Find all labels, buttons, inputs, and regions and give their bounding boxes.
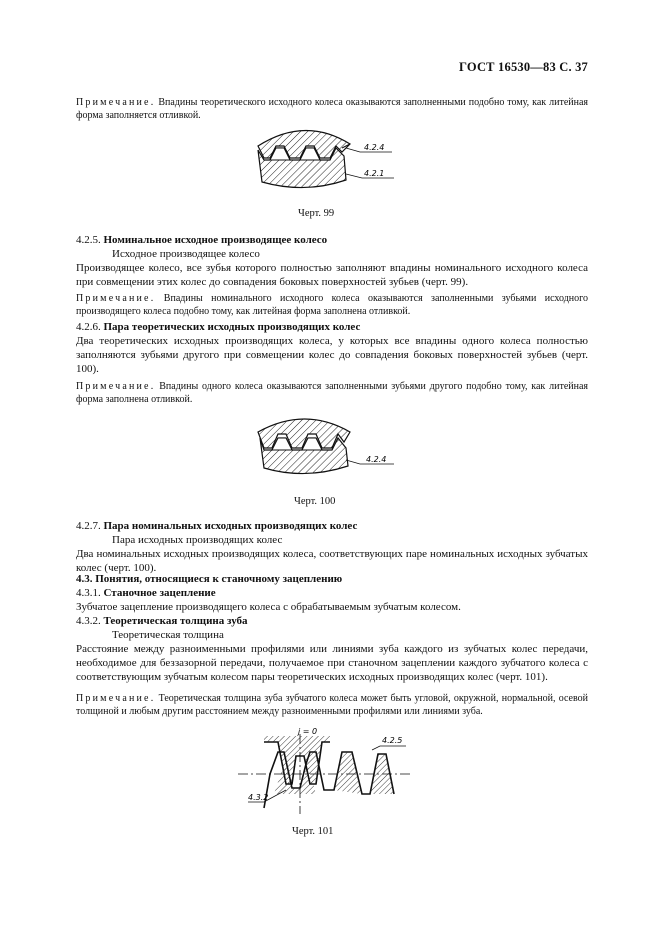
section-4-2-6-text: Два теоретических исходных производящих колеса, у которых все впадины одного колеса полностью заполняются зубьями другого при совмещении колес до совпадения боковых поверхностей зубьев (черт. 100). bbox=[76, 335, 588, 375]
section-4-2-7-text: Два номинальных исходных производящих колеса, соответствующих паре номинальных исходных зубчатых колес (черт. 100). bbox=[76, 548, 588, 574]
section-4-3-1 bbox=[76, 586, 588, 600]
note-text: Впадины номинального исходного колеса оказываются заполненными зубьями исходного производящего колеса подобно тому, как литейная форма заполнена отливкой. bbox=[76, 293, 588, 317]
section-4-2-7 bbox=[76, 519, 588, 547]
note-lead: Примечание. bbox=[76, 381, 156, 392]
fig99-label-1: 4.2.4 bbox=[364, 143, 385, 152]
figure-99-caption: Черт. 99 bbox=[298, 208, 335, 219]
fig101-label-1: 4.2.5 bbox=[382, 736, 403, 745]
section-number: 4.3.1. bbox=[76, 587, 101, 599]
note-3 bbox=[76, 380, 588, 406]
fig100-label-1: 4.2.4 bbox=[366, 455, 387, 464]
note-2 bbox=[76, 292, 588, 318]
note-text: Теоретическая толщина зуба зубчатого колеса может быть угловой, окружной, нормальной, осевой толщиной и любым другим расстоянием между разноименными профилями или линиями зуба. bbox=[76, 693, 588, 717]
note-text: Впадины одного колеса оказываются заполненными зубьями другого подобно тому, как литейная форма заполнена отливкой. bbox=[76, 381, 588, 405]
section-number: 4.2.6. bbox=[76, 321, 101, 333]
note-text: Впадины теоретического исходного колеса оказываются заполненными подобно тому, как литейная форма заполняется отливкой. bbox=[76, 97, 588, 121]
section-number: 4.3.2. bbox=[76, 615, 101, 627]
section-number: 4.2.5. bbox=[76, 234, 101, 246]
note-lead: Примечание. bbox=[76, 693, 156, 704]
section-title: Пара теоретических исходных производящих колес bbox=[103, 321, 361, 333]
fig101-label-j: j = 0 bbox=[298, 727, 318, 736]
figure-101 bbox=[234, 724, 424, 816]
section-4-2-5 bbox=[76, 233, 588, 261]
section-title: Теоретическая толщина зуба bbox=[103, 615, 248, 627]
section-title: Станочное зацепление bbox=[103, 587, 216, 599]
note-lead: Примечание. bbox=[76, 97, 156, 108]
section-number: 4.3. bbox=[76, 573, 93, 585]
section-title: Понятия, относящиеся к станочному зацеплению bbox=[95, 573, 343, 585]
section-4-3-2 bbox=[76, 614, 588, 642]
section-title: Пара номинальных исходных производящих колес bbox=[103, 520, 358, 532]
section-title: Номинальное исходное производящее колесо bbox=[103, 234, 328, 246]
fig99-label-2: 4.2.1 bbox=[364, 169, 385, 178]
section-number: 4.2.7. bbox=[76, 520, 101, 532]
section-synonym: Пара исходных производящих колес bbox=[112, 534, 283, 546]
fig101-label-2: 4.3.2 bbox=[248, 793, 269, 802]
figure-99 bbox=[250, 118, 410, 198]
section-4-3-1-text: Зубчатое зацепление производящего колеса с обрабатываемым зубчатым колесом. bbox=[76, 601, 461, 613]
figure-100-caption: Черт. 100 bbox=[294, 496, 336, 507]
figure-101-caption: Черт. 101 bbox=[292, 826, 334, 837]
section-4-3 bbox=[76, 572, 588, 586]
page-header: ГОСТ 16530—83 С. 37 bbox=[459, 60, 588, 74]
section-4-2-6 bbox=[76, 320, 588, 334]
note-4 bbox=[76, 692, 588, 718]
figure-100 bbox=[250, 408, 410, 488]
section-4-3-2-text: Расстояние между разноименными профилями или линиями зуба каждого из зубчатых колес передачи, необходимое для беззазорной передачи, получаемое при станочном зацеплении каждого зубчатого колеса с соответствующим зубчатым колесом пары теоретических исходных производящих колес (черт. 101). bbox=[76, 643, 588, 683]
note-lead: Примечание. bbox=[76, 293, 156, 304]
section-synonym: Теоретическая толщина bbox=[112, 629, 224, 641]
section-synonym: Исходное производящее колесо bbox=[112, 248, 260, 260]
section-4-2-5-text: Производящее колесо, все зубья которого полностью заполняют впадины номинального исходного колеса при совмещении этих колес до совпадения боковых поверхностей зубьев (черт. 99). bbox=[76, 262, 588, 288]
